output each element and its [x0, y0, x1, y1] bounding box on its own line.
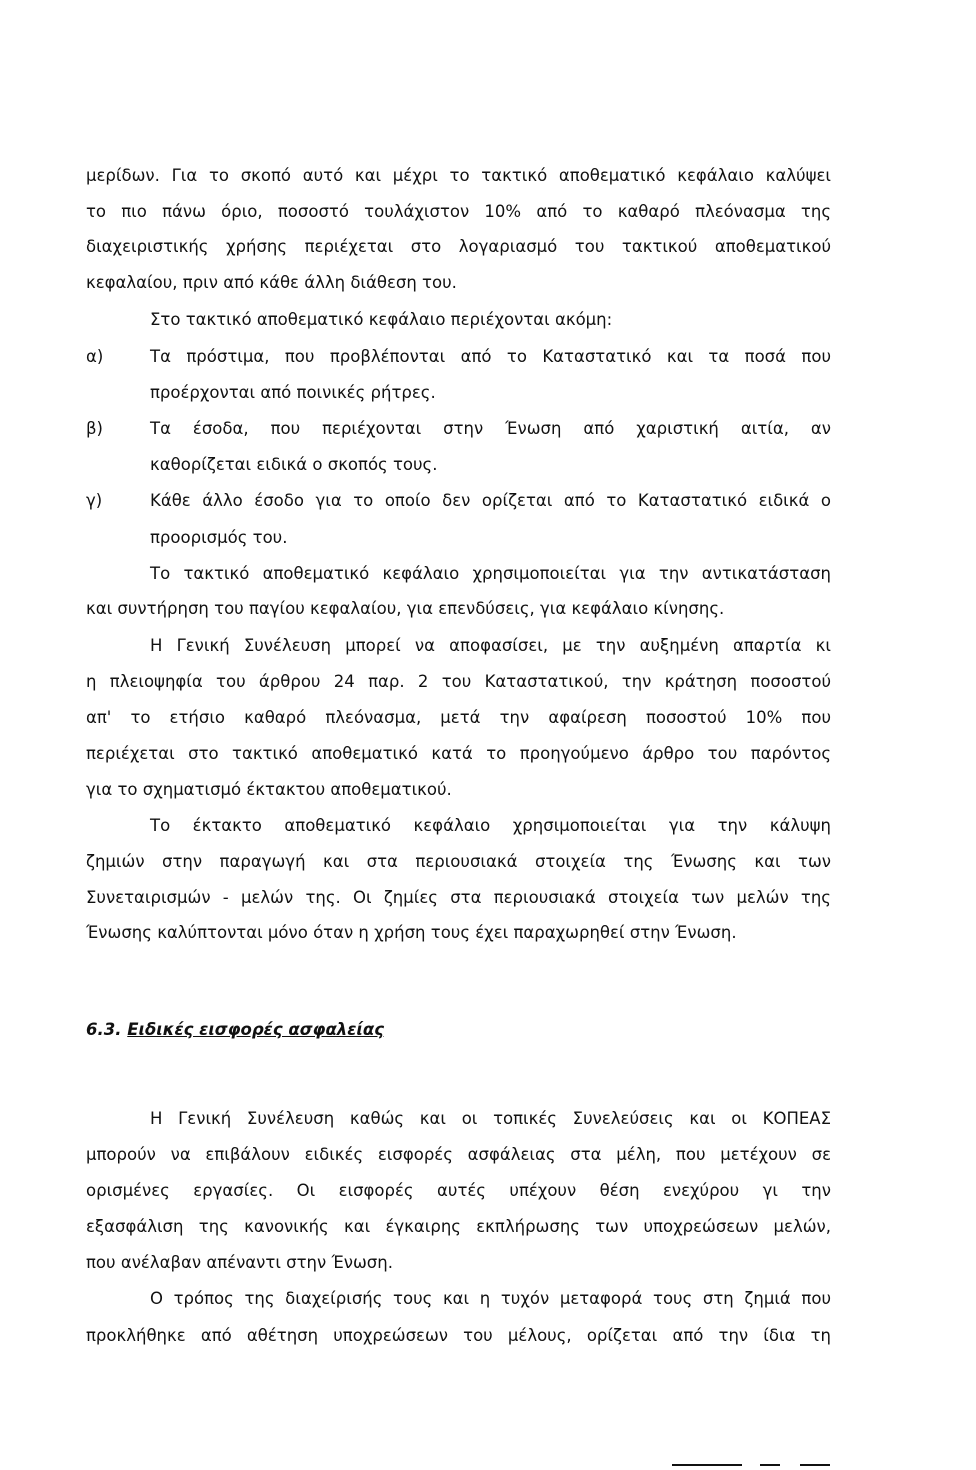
text-line: εξασφάλιση της κανονικής και έγκαιρης εκπλήρωσης των υποχρεώσεων μελών,: [86, 1217, 831, 1236]
divider: [672, 1464, 742, 1466]
list-item-text: προορισμός του.: [150, 528, 288, 547]
text-line: προκλήθηκε από αθέτηση υποχρεώσεων του μέλους, ορίζεται από την ίδια τη: [86, 1326, 831, 1345]
list-intro: Στο τακτικό αποθεματικό κεφάλαιο περιέχονται ακόμη:: [150, 310, 613, 329]
list-marker: α): [86, 347, 104, 366]
section-title: Ειδικές εισφορές ασφαλείας: [127, 1020, 384, 1039]
text-line: απ' το ετήσιο καθαρό πλεόνασμα, μετά την αφαίρεση ποσοστού 10% που: [86, 708, 831, 727]
text-line: Συνεταιρισμών - μελών της. Οι ζημίες στα περιουσιακά στοιχεία των μελών της: [86, 888, 831, 907]
text-line: Το τακτικό αποθεματικό κεφάλαιο χρησιμοποιείται για την αντικατάσταση: [150, 564, 831, 583]
divider: [800, 1464, 830, 1466]
text-line: κεφαλαίου, πριν από κάθε άλλη διάθεση του.: [86, 273, 457, 292]
list-item-text: Τα έσοδα, που περιέχονται στην Ένωση από χαριστική αιτία, αν: [150, 419, 831, 438]
list-item-text: Κάθε άλλο έσοδο για το οποίο δεν ορίζεται από το Καταστατικό ειδικά ο: [150, 491, 831, 510]
text-line: Το έκτακτο αποθεματικό κεφάλαιο χρησιμοποιείται για την κάλυψη: [150, 816, 831, 835]
text-line: και συντήρηση του παγίου κεφαλαίου, για επενδύσεις, για κεφάλαιο κίνησης.: [86, 599, 725, 618]
text-line: για το σχηματισμό έκτακτου αποθεματικού.: [86, 780, 452, 799]
text-line: που ανέλαβαν απέναντι στην Ένωση.: [86, 1253, 393, 1272]
text-line: μπορούν να επιβάλουν ειδικές εισφορές ασφάλειας στα μέλη, που μετέχουν σε: [86, 1145, 831, 1164]
text-line: ζημιών στην παραγωγή και στα περιουσιακά στοιχεία της Ένωσης και των: [86, 852, 831, 871]
list-marker: γ): [86, 491, 103, 510]
text-line: περιέχεται στο τακτικό αποθεματικό κατά το προηγούμενο άρθρο του παρόντος: [86, 744, 831, 763]
text-line: Η Γενική Συνέλευση καθώς και οι τοπικές Συνελεύσεις και οι ΚΟΠΕΑΣ: [150, 1109, 831, 1128]
text-line: Ο τρόπος της διαχείρισής τους και η τυχόν μεταφορά τους στη ζημιά που: [150, 1289, 831, 1308]
text-line: μερίδων. Για το σκοπό αυτό και μέχρι το τακτικό αποθεματικό κεφάλαιο καλύψει: [86, 166, 831, 185]
text-line: ορισμένες εργασίες. Οι εισφορές αυτές υπέχουν θέση ενεχύρου γι την: [86, 1181, 831, 1200]
list-item-text: προέρχονται από ποινικές ρήτρες.: [150, 383, 436, 402]
list-item-text: Τα πρόστιμα, που προβλέπονται από το Καταστατικό και τα ποσά που: [150, 347, 831, 366]
list-marker: β): [86, 419, 103, 438]
text-line: Η Γενική Συνέλευση μπορεί να αποφασίσει, με την αυξημένη απαρτία κι: [150, 636, 831, 655]
text-line: η πλειοψηφία του άρθρου 24 παρ. 2 του Καταστατικού, την κράτηση ποσοστού: [86, 672, 831, 691]
divider: [760, 1464, 780, 1466]
section-number: 6.3.: [86, 1020, 122, 1039]
text-line: διαχειριστικής χρήσης περιέχεται στο λογαριασμό του τακτικού αποθεματικού: [86, 237, 831, 256]
list-item-text: καθορίζεται ειδικά ο σκοπός τους.: [150, 455, 438, 474]
section-heading: [86, 1019, 831, 1041]
text-line: το πιο πάνω όριο, ποσοστό τουλάχιστον 10% από το καθαρό πλεόνασμα της: [86, 202, 831, 221]
text-line: Ένωσης καλύπτονται μόνο όταν η χρήση τους έχει παραχωρηθεί στην Ένωση.: [86, 923, 737, 942]
